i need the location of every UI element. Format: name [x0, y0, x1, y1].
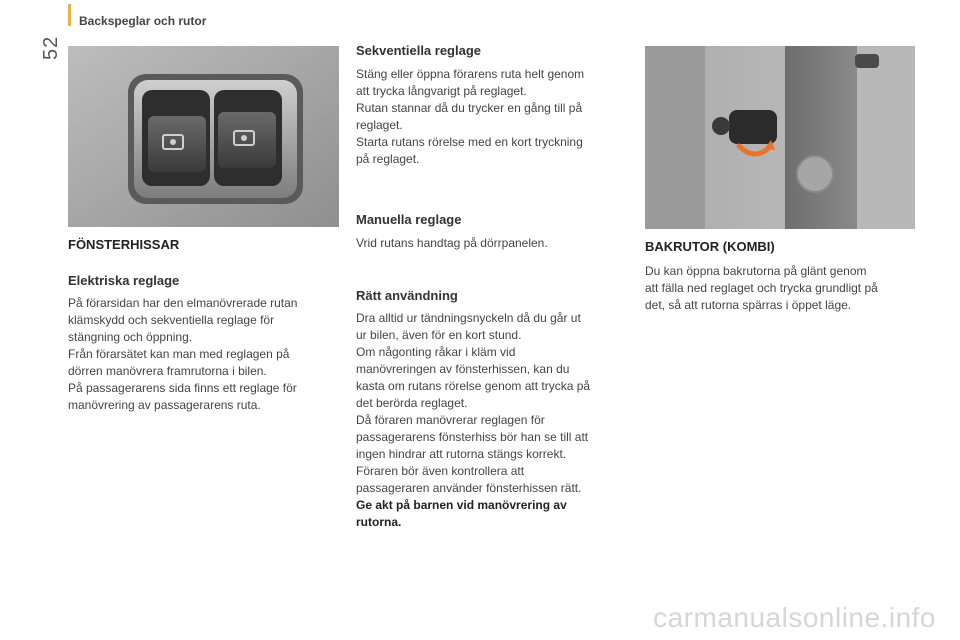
paragraph-rear-windows	[645, 263, 920, 314]
text-line: passageraren använder fönsterhissen rätt.	[356, 481, 582, 495]
text-line: På förarsidan har den elmanövrerade rutan	[68, 296, 298, 310]
text-line: Rutan stannar då du trycker en gång till på	[356, 101, 583, 115]
text-line: Från förarsätet kan man med reglagen på	[68, 347, 290, 361]
section-header: Backspeglar och rutor	[79, 14, 207, 28]
page-number: 52	[40, 35, 62, 60]
text-line: Starta rutans rörelse med en kort tryckning	[356, 135, 583, 149]
middle-column	[356, 43, 631, 531]
text-line: Vrid rutans handtag på dörrpanelen.	[356, 236, 548, 250]
subheading-correct-use: Rätt användning	[356, 288, 458, 303]
text-line: kasta om rutans rörelse genom att trycka på	[356, 379, 591, 393]
text-line: På passagerarens sida finns ett reglage för	[68, 381, 297, 395]
text-line: manövreringen av fönsterhissen, kan du	[356, 362, 570, 376]
paragraph-electric-controls	[68, 295, 338, 414]
text-line: stängning och öppning.	[68, 330, 193, 344]
text-line: att fälla ned reglaget och trycka grundligt på	[645, 281, 878, 295]
left-column	[68, 237, 338, 414]
section-heading-rear-windows: BAKRUTOR (KOMBI)	[645, 239, 775, 254]
right-column	[645, 239, 920, 314]
text-line: passagerarens fönsterhiss bör han se till att	[356, 430, 589, 444]
text-line: manövrering av passagerarens ruta.	[68, 398, 261, 412]
text-line: det, så att rutorna spärras i öppet läge.	[645, 298, 852, 312]
text-line: Föraren bör även kontrollera att	[356, 464, 525, 478]
text-line: ur bilen, även för en kort stund.	[356, 328, 522, 342]
text-line: Stäng eller öppna förarens ruta helt genom	[356, 67, 585, 81]
subheading-sequential-controls: Sekventiella reglage	[356, 43, 482, 58]
watermark: carmanualsonline.info	[653, 602, 936, 633]
text-line: reglaget.	[356, 118, 403, 132]
warning-line: rutorna.	[356, 515, 402, 529]
text-line: dörren manövrera framrutorna i bilen.	[68, 364, 267, 378]
text-line: ingen hindrar att rutorna stängs korrekt.	[356, 447, 567, 461]
text-line: Dra alltid ur tändningsnyckeln då du går ut	[356, 311, 581, 325]
text-line: på reglaget.	[356, 152, 420, 166]
paragraph-correct-use	[356, 310, 631, 531]
section-heading-window-lifts: FÖNSTERHISSAR	[68, 237, 180, 252]
subheading-manual-controls: Manuella reglage	[356, 212, 462, 227]
section-header-bar	[68, 4, 71, 26]
subheading-electric-controls: Elektriska reglage	[68, 273, 180, 288]
text-line: att trycka långvarigt på reglaget.	[356, 84, 527, 98]
paragraph-manual-controls	[356, 235, 631, 252]
warning-line: Ge akt på barnen vid manövrering av	[356, 498, 567, 512]
text-line: Du kan öppna bakrutorna på glänt genom	[645, 264, 867, 278]
text-line: Om någonting råkar i kläm vid	[356, 345, 516, 359]
window-switch-photo	[68, 46, 339, 227]
text-line: Då föraren manövrerar reglagen för	[356, 413, 545, 427]
rear-window-latch-photo	[645, 46, 915, 229]
text-line: klämskydd och sekventiella reglage för	[68, 313, 275, 327]
paragraph-sequential-controls	[356, 66, 631, 168]
text-line: det berörda reglaget.	[356, 396, 468, 410]
